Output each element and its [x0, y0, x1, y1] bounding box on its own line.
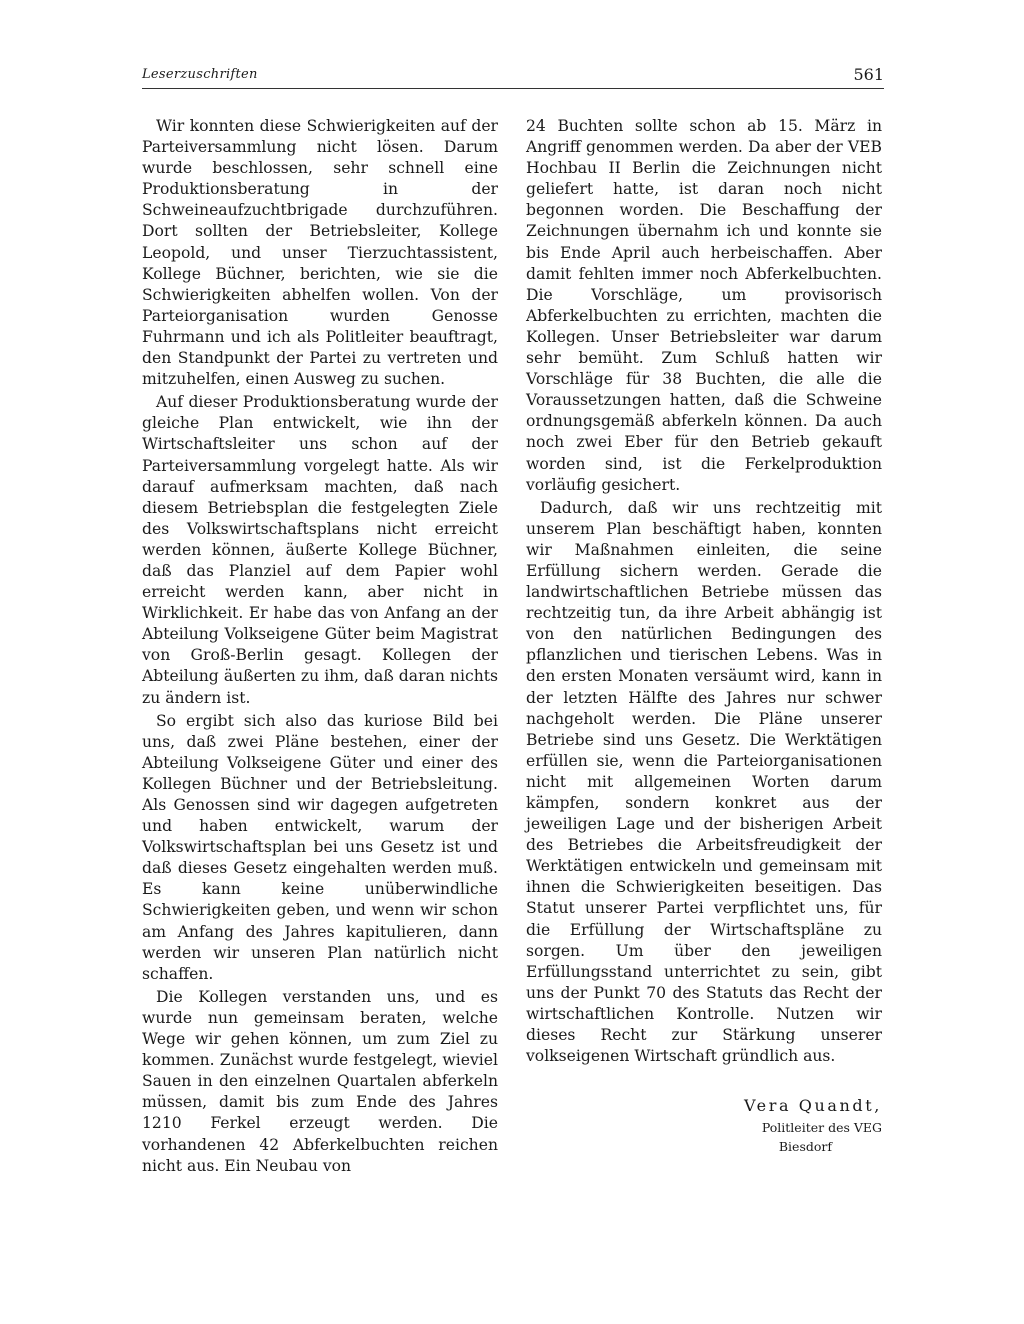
- paragraph: 24 Buchten sollte schon ab 15. März in Angriff genommen werden. Da aber der VEB Hochbau II Berlin die Zeichnungen nicht geliefert hatte, ist daran noch nicht begonnen worden. Die Beschaffung der Zeichnungen übernahm ich und konnte sie bis Ende April auch herbeischaffen. Aber damit fehlten immer noch Abferkelbuchten. Die Vorschläge, um provisorisch Abferkelbuchten zu errichten, machten die Kollegen. Unser Betriebsleiter war darum sehr bemüht. Zum Schluß hatten wir Vorschläge für 38 Buchten, die alle die Voraussetzungen hatten, daß die Schweine ordnungsgemäß abferkeln können. Da auch noch zwei Eber für den Betrieb gekauft worden sind, ist die Ferkelproduktion vorläufig gesichert.: [526, 117, 882, 494]
- header-rule: [142, 88, 884, 89]
- right-column: [526, 116, 882, 1067]
- author-name: Vera Quandt,: [743, 1096, 882, 1115]
- author-title: Politleiter des VEG: [761, 1120, 882, 1135]
- author-place: Biesdorf: [778, 1139, 832, 1154]
- signature-block: [582, 1094, 882, 1156]
- paragraph: So ergibt sich also das kuriose Bild bei uns, daß zwei Pläne bestehen, einer der Abteilung Volkseigene Güter und einer des Kollegen Büchner und der Betriebsleitung. Als Genossen sind wir dagegen aufgetreten und haben entwickelt, warum der Volkswirtschaftsplan bei uns Gesetz ist und daß dieses Gesetz eingehalten werden muß. Es kann keine unüberwindliche Schwierigkeiten geben, und wenn wir schon am Anfang des Jahres kapitulieren, dann werden wir unseren Plan natürlich nicht schaffen.: [142, 711, 498, 983]
- paragraph: Wir konnten diese Schwierigkeiten auf der Parteiversammlung nicht lösen. Darum wurde beschlossen, sehr schnell eine Produktionsberatung in der Schweineaufzuchtbrigade durchzuführen. Dort sollten der Betriebsleiter, Kollege Leopold, und unser Tierzuchtassistent, Kollege Büchner, berichten, wie sie die Schwierigkeiten abhelfen wollen. Von der Parteiorganisation wurden Genosse Fuhrmann und ich als Politleiter beauftragt, den Standpunkt der Partei zu vertreten und mitzuhelfen, einen Ausweg zu suchen.: [142, 117, 498, 389]
- paragraph: Dadurch, daß wir uns rechtzeitig mit unserem Plan beschäftigt haben, konnten wir Maßnahmen einleiten, die seine Erfüllung sichern werden. Gerade die landwirtschaftlichen Betriebe müssen das rechtzeitig tun, da ihre Arbeit abhängig ist von den natürlichen Bedingungen des pflanzlichen und tierischen Lebens. Was in den ersten Monaten versäumt wird, kann in der letzten Hälfte des Jahres nur schwer nachgeholt werden. Die Pläne unserer Betriebe sind uns Gesetz. Die Werktätigen erfüllen sie, wenn die Parteiorganisationen nicht mit allgemeinen Worten darum kämpfen, sondern konkret aus der jeweiligen Lage und der bisherigen Arbeit des Betriebes die Arbeitsfreudigkeit der Werktätigen entwickeln und gemeinsam mit ihnen die Schwierigkeiten beseitigen. Das Statut unserer Partei verpflichtet uns, für die Erfüllung der Wirtschaftspläne zu sorgen. Um über den jeweiligen Erfüllungsstand unterrichtet zu sein, gibt uns der Punkt 70 des Statuts das Recht der wirtschaftlichen Kontrolle. Nutzen wir dieses Recht zur Stärkung unserer volkseigenen Wirtschaft gründlich aus.: [526, 498, 882, 1066]
- paragraph: Die Kollegen verstanden uns, und es wurde nun gemeinsam beraten, welche Wege wir gehen können, um zum Ziel zu kommen. Zunächst wurde festgelegt, wieviel Sauen in den einzelnen Quartalen abferkeln müssen, damit bis zum Ende des Jahres 1210 Ferkel erzeugt werden. Die vorhandenen 42 Abferkelbuchten reichen nicht aus. Ein Neubau von: [142, 987, 498, 1175]
- paragraph: Auf dieser Produktionsberatung wurde der gleiche Plan entwickelt, wie ihn der Wirtschaftsleiter uns schon auf der Parteiversammlung vorgelegt hatte. Als wir darauf aufmerksam machten, daß nach diesem Betriebsplan die festgelegten Ziele des Volkswirtschaftsplans nicht erreicht werden können, äußerte Kollege Büchner, daß das Planziel auf dem Papier wohl erreicht werden kann, aber nicht in Wirklichkeit. Er habe das von Anfang an der Abteilung Volkseigene Güter beim Magistrat von Groß-Berlin gesagt. Kollegen der Abteilung äußerten zu ihm, daß daran nichts zu ändern ist.: [142, 393, 498, 707]
- page-header: [142, 64, 884, 86]
- page-number: 561: [853, 65, 884, 84]
- left-column: [142, 116, 498, 1177]
- section-label: Leserzuschriften: [142, 67, 258, 82]
